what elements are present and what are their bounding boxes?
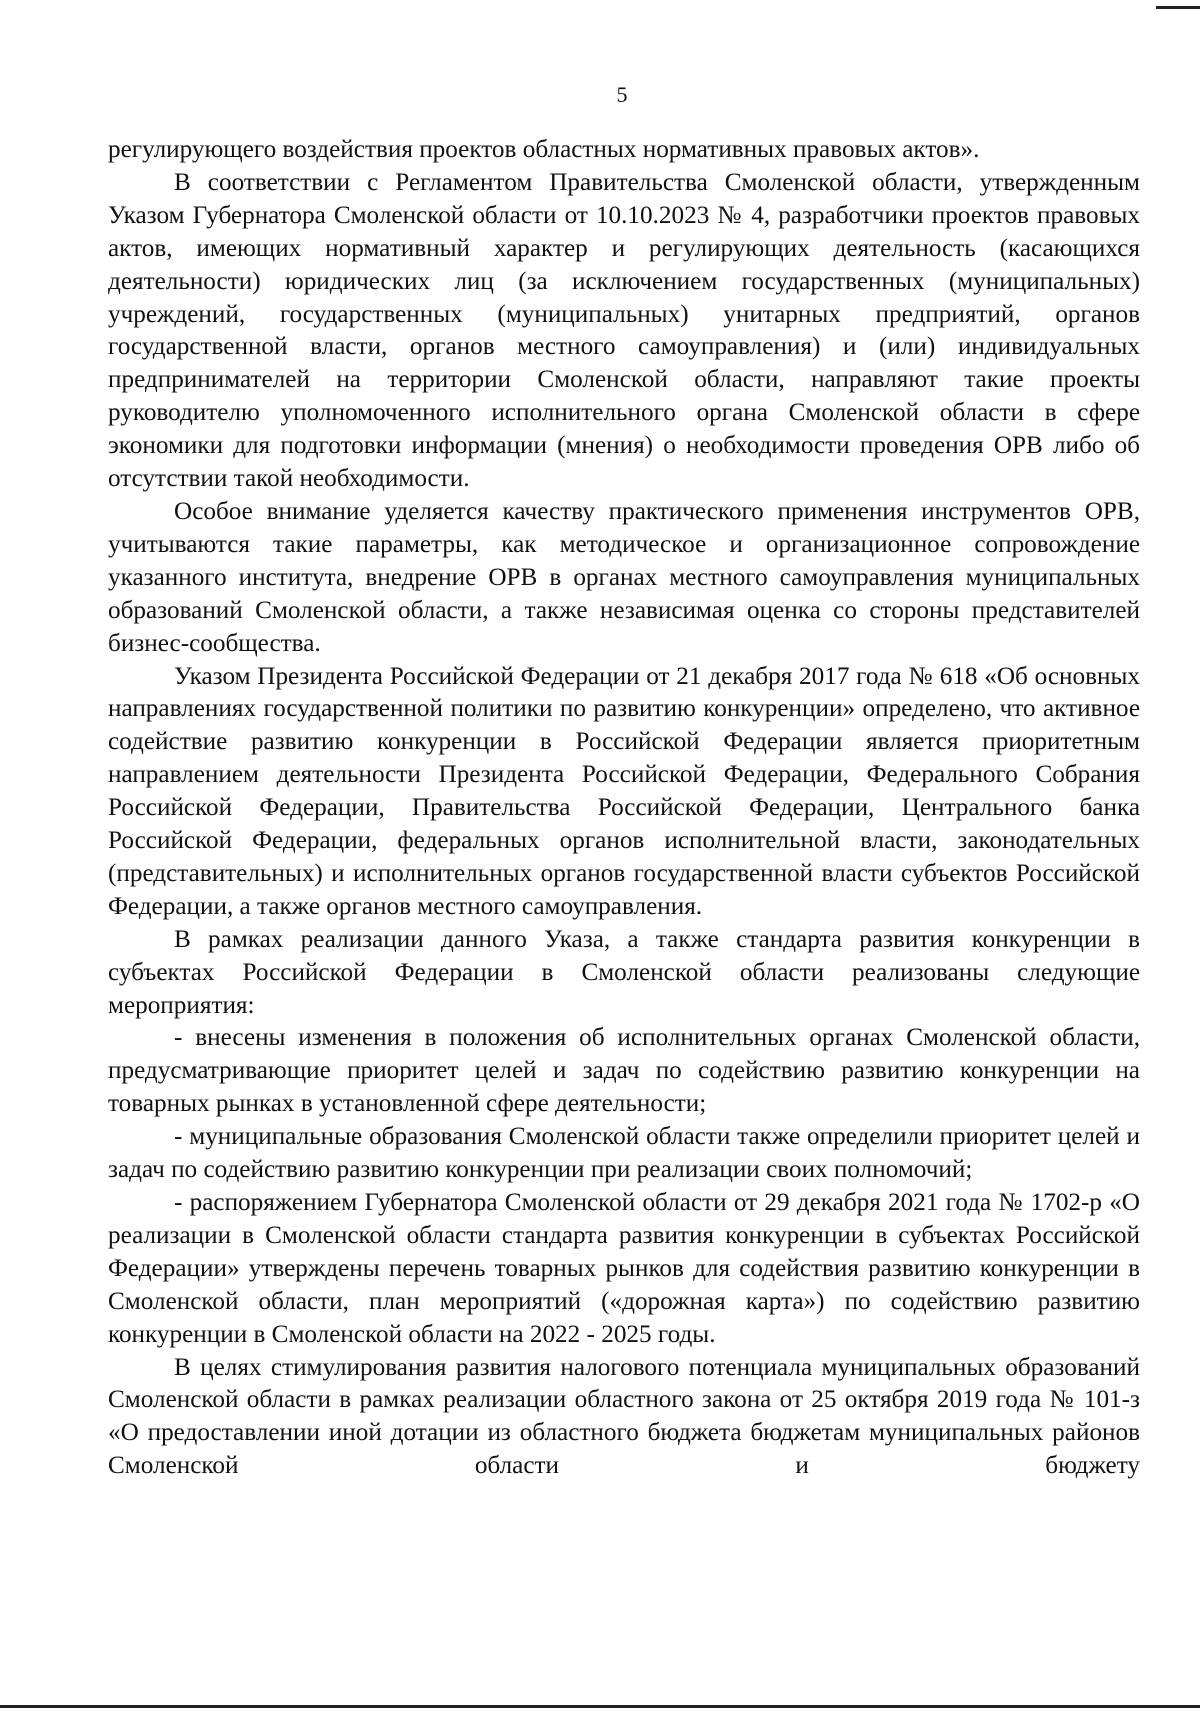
paragraph-3: Особое внимание уделяется качеству практического применения инструментов ОРВ, учитываются такие параметры, как методическое и организационное сопровождение указанного института, внедрение ОРВ в органах местного самоуправления муниципальных образований Смоленской области, а также независимая оценка со стороны представителей бизнес-сообщества. (108, 497, 1140, 657)
paragraph-5: В рамках реализации данного Указа, а также стандарта развития конкуренции в субъектах Российской Федерации в Смоленской области реализованы следующие мероприятия: (108, 925, 1140, 1019)
document-body (108, 134, 1140, 1483)
paragraph-9: В целях стимулирования развития налогового потенциала муниципальных образований Смоленской области в рамках реализации областного закона от 25 октября 2019 года № 101-з «О предоставлении иной дотации из областного бюджета бюджетам муниципальных районов Смоленской области и бюджету (108, 1353, 1140, 1480)
scan-edge-line (0, 1705, 1200, 1708)
paragraph-2: В соответствии с Регламентом Правительства Смоленской области, утвержденным Указом Губернатора Смоленской области от 10.10.2023 № 4, разработчики проектов правовых актов, имеющих нормативный характер и регулирующих деятельность (касающихся деятельности) юридических лиц (за исключением государственных (муниципальных) учреждений, государственных (муниципальных) унитарных предприятий, органов государственной власти, органов местного самоуправления) и (или) индивидуальных предпринимателей на территории Смоленской области, направляют такие проекты руководителю уполномоченного исполнительного органа Смоленской области в сфере экономики для подготовки информации (мнения) о необходимости проведения ОРВ либо об отсутствии такой необходимости. (108, 168, 1140, 493)
paragraph-6: - внесены изменения в положения об исполнительных органах Смоленской области, предусматривающие приоритет целей и задач по содействию развитию конкуренции на товарных рынках в установленной сфере деятельности; (108, 1024, 1140, 1118)
paragraph-1: регулирующего воздействия проектов областных нормативных правовых актов». (108, 136, 980, 163)
scan-edge-mark (1156, 6, 1200, 9)
paragraph-7: - муниципальные образования Смоленской области также определили приоритет целей и задач по содействию развитию конкуренции при реализации своих полномочий; (108, 1123, 1140, 1184)
paragraph-4: Указом Президента Российской Федерации от 21 декабря 2017 года № 618 «Об основных направлениях государственной политики по развитию конкуренции» определено, что активное содействие развитию конкуренции в Российской Федерации является приоритетным направлением деятельности Президента Российской Федерации, Федерального Собрания Российской Федерации, Правительства Российской Федерации, Центрального банка Российской Федерации, федеральных органов исполнительной власти, законодательных (представительных) и исполнительных органов государственной власти субъектов Российской Федерации, а также органов местного самоуправления. (108, 662, 1140, 920)
paragraph-8: - распоряжением Губернатора Смоленской области от 29 декабря 2021 года № 1702-р «О реализации в Смоленской области стандарта развития конкуренции в субъектах Российской Федерации» утверждены перечень товарных рынков для содействия развитию конкуренции в Смоленской области, план мероприятий («дорожная карта») по содействию развитию конкуренции в Смоленской области на 2022 - 2025 годы. (108, 1189, 1140, 1348)
page-number: 5 (616, 82, 628, 107)
